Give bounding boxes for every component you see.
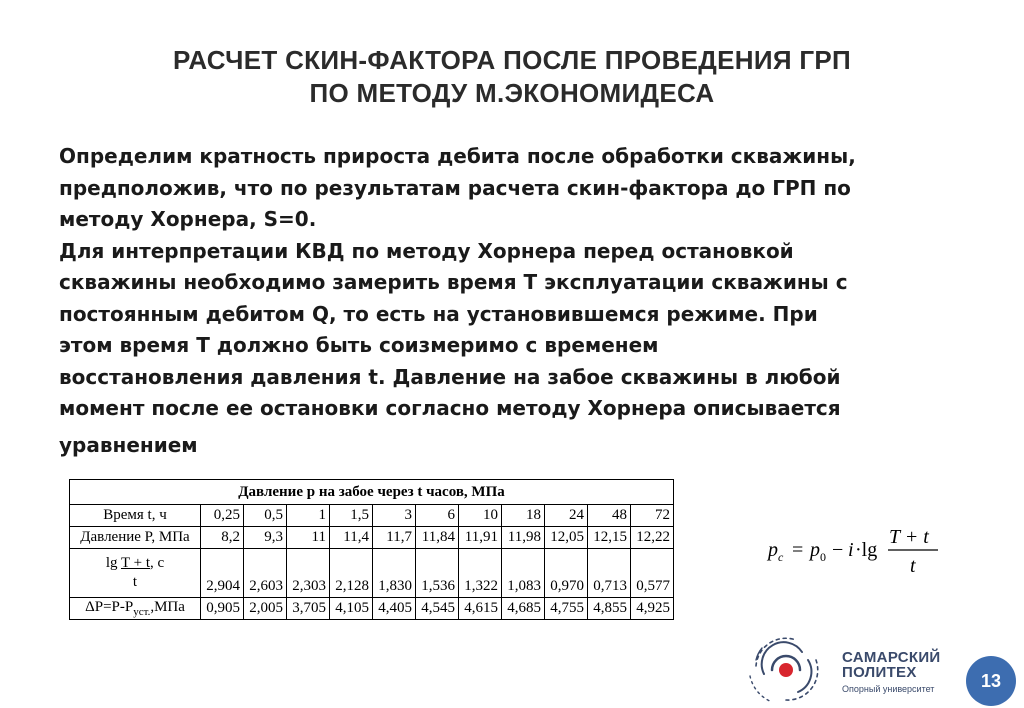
page-number-badge: 13 — [966, 656, 1016, 706]
table-cell: 9,3 — [244, 527, 287, 549]
table-cell: 2,303 — [287, 549, 330, 598]
paragraph-line: предположив, что по результатам расчета скин-фактора до ГРП по — [59, 175, 851, 200]
table-cell: 11,98 — [502, 527, 545, 549]
paragraph-line: Определим кратность прироста дебита после обработки скважины, — [59, 144, 856, 168]
table-cell: 48 — [588, 505, 631, 527]
table-cell: 12,05 — [545, 527, 588, 549]
formula-numerator: T + t — [889, 526, 929, 548]
table-title: Давление p на забое через t часов, МПа — [70, 480, 674, 505]
paragraph-line: скважины необходимо замерить время T эксплуатации скважины с — [59, 270, 848, 294]
row-label-delta — [70, 598, 201, 620]
slide-title — [0, 44, 1024, 110]
formula-lhs-sub: c — [778, 550, 784, 564]
table-cell: 4,855 — [588, 598, 631, 620]
table-cell: 2,904 — [201, 549, 244, 598]
table-cell: 8,2 — [201, 527, 244, 549]
lg-comma: , с — [150, 555, 165, 571]
formula-p0: p — [810, 539, 820, 561]
table-cell: 4,685 — [502, 598, 545, 620]
table-cell: 72 — [631, 505, 674, 527]
table-cell: 4,615 — [459, 598, 502, 620]
title-line-2: ПО МЕТОДУ М.ЭКОНОМИДЕСА — [309, 78, 715, 108]
body-paragraph — [59, 141, 979, 461]
row-label: Давление P, МПа — [70, 527, 201, 549]
paragraph-line: постоянным дебитом Q, то есть на установившемся режиме. При — [59, 301, 818, 326]
formula-lg: ·lg — [855, 539, 878, 561]
table-cell: 11,84 — [416, 527, 459, 549]
table-cell: 4,925 — [631, 598, 674, 620]
table-cell: 11,4 — [330, 527, 373, 549]
table-cell: 10 — [459, 505, 502, 527]
logo-line-3: Опорный университет — [842, 684, 935, 694]
table-cell: 1,083 — [502, 549, 545, 598]
table-cell: 18 — [502, 505, 545, 527]
lg-numerator: T + t — [120, 555, 150, 571]
paragraph-line: методу Хорнера, S=0. — [59, 207, 317, 231]
table-cell: 11,91 — [459, 527, 502, 549]
formula-equals: = — [792, 539, 804, 561]
table-cell: 12,22 — [631, 527, 674, 549]
formula-minus: − — [832, 539, 844, 561]
table-cell: 0,577 — [631, 549, 674, 598]
table-cell: 11 — [287, 527, 330, 549]
table-cell: 12,15 — [588, 527, 631, 549]
table-cell: 1,5 — [330, 505, 373, 527]
title-line-1: РАСЧЕТ СКИН-ФАКТОРА ПОСЛЕ ПРОВЕДЕНИЯ ГРП — [172, 45, 852, 75]
table-cell: 0,970 — [545, 549, 588, 598]
paragraph-line: этом время T должно быть соизмеримо с временем — [59, 333, 659, 357]
table-cell: 1,830 — [373, 549, 416, 598]
table-cell: 0,713 — [588, 549, 631, 598]
logo-red-dot — [779, 663, 793, 677]
table-cell: 0,905 — [201, 598, 244, 620]
table-cell: 0,25 — [201, 505, 244, 527]
lg-label: lg — [105, 555, 118, 571]
table-cell: 2,128 — [330, 549, 373, 598]
formula-i: i — [848, 539, 854, 561]
table-cell: 4,545 — [416, 598, 459, 620]
table-cell: 1,536 — [416, 549, 459, 598]
table-cell: 2,603 — [244, 549, 287, 598]
table-cell: 4,755 — [545, 598, 588, 620]
paragraph-line: восстановления давления t. Давление на забое скважины в любой — [59, 364, 841, 389]
table-cell: 2,005 — [244, 598, 287, 620]
delta-sub: уст. — [133, 606, 151, 618]
paragraph-line: момент после ее остановки согласно методу Хорнера описывается — [59, 396, 841, 420]
table-cell: 0,5 — [244, 505, 287, 527]
table-row-horner-log — [70, 549, 674, 598]
paragraph-line: Для интерпретации КВД по методу Хорнера перед остановкой — [59, 238, 794, 263]
paragraph-line: уравнением — [59, 432, 198, 457]
lg-denominator: t — [132, 574, 138, 590]
horner-formula — [764, 520, 954, 580]
table-cell: 1 — [287, 505, 330, 527]
table-row-delta-p — [70, 598, 674, 620]
delta-prefix: ΔP=P-P — [85, 599, 134, 615]
table-cell: 3,705 — [287, 598, 330, 620]
table-row-pressure — [70, 527, 674, 549]
table-cell: 4,105 — [330, 598, 373, 620]
formula-p0-sub: 0 — [820, 550, 826, 564]
table-cell: 4,405 — [373, 598, 416, 620]
logo-line-1: САМАРСКИЙ — [842, 649, 941, 666]
row-label-horner — [70, 549, 201, 598]
table-cell: 11,7 — [373, 527, 416, 549]
table-row-time — [70, 505, 674, 527]
delta-suffix: ,МПа — [150, 599, 185, 615]
formula-denominator: t — [910, 555, 916, 577]
table-cell: 1,322 — [459, 549, 502, 598]
logo-line-2: ПОЛИТЕХ — [842, 664, 917, 681]
table-cell: 24 — [545, 505, 588, 527]
table-cell: 6 — [416, 505, 459, 527]
logo-text — [842, 650, 941, 696]
formula-lhs: p — [768, 539, 778, 561]
pressure-table — [69, 479, 674, 620]
table-cell: 3 — [373, 505, 416, 527]
row-label: Время t, ч — [70, 505, 201, 527]
